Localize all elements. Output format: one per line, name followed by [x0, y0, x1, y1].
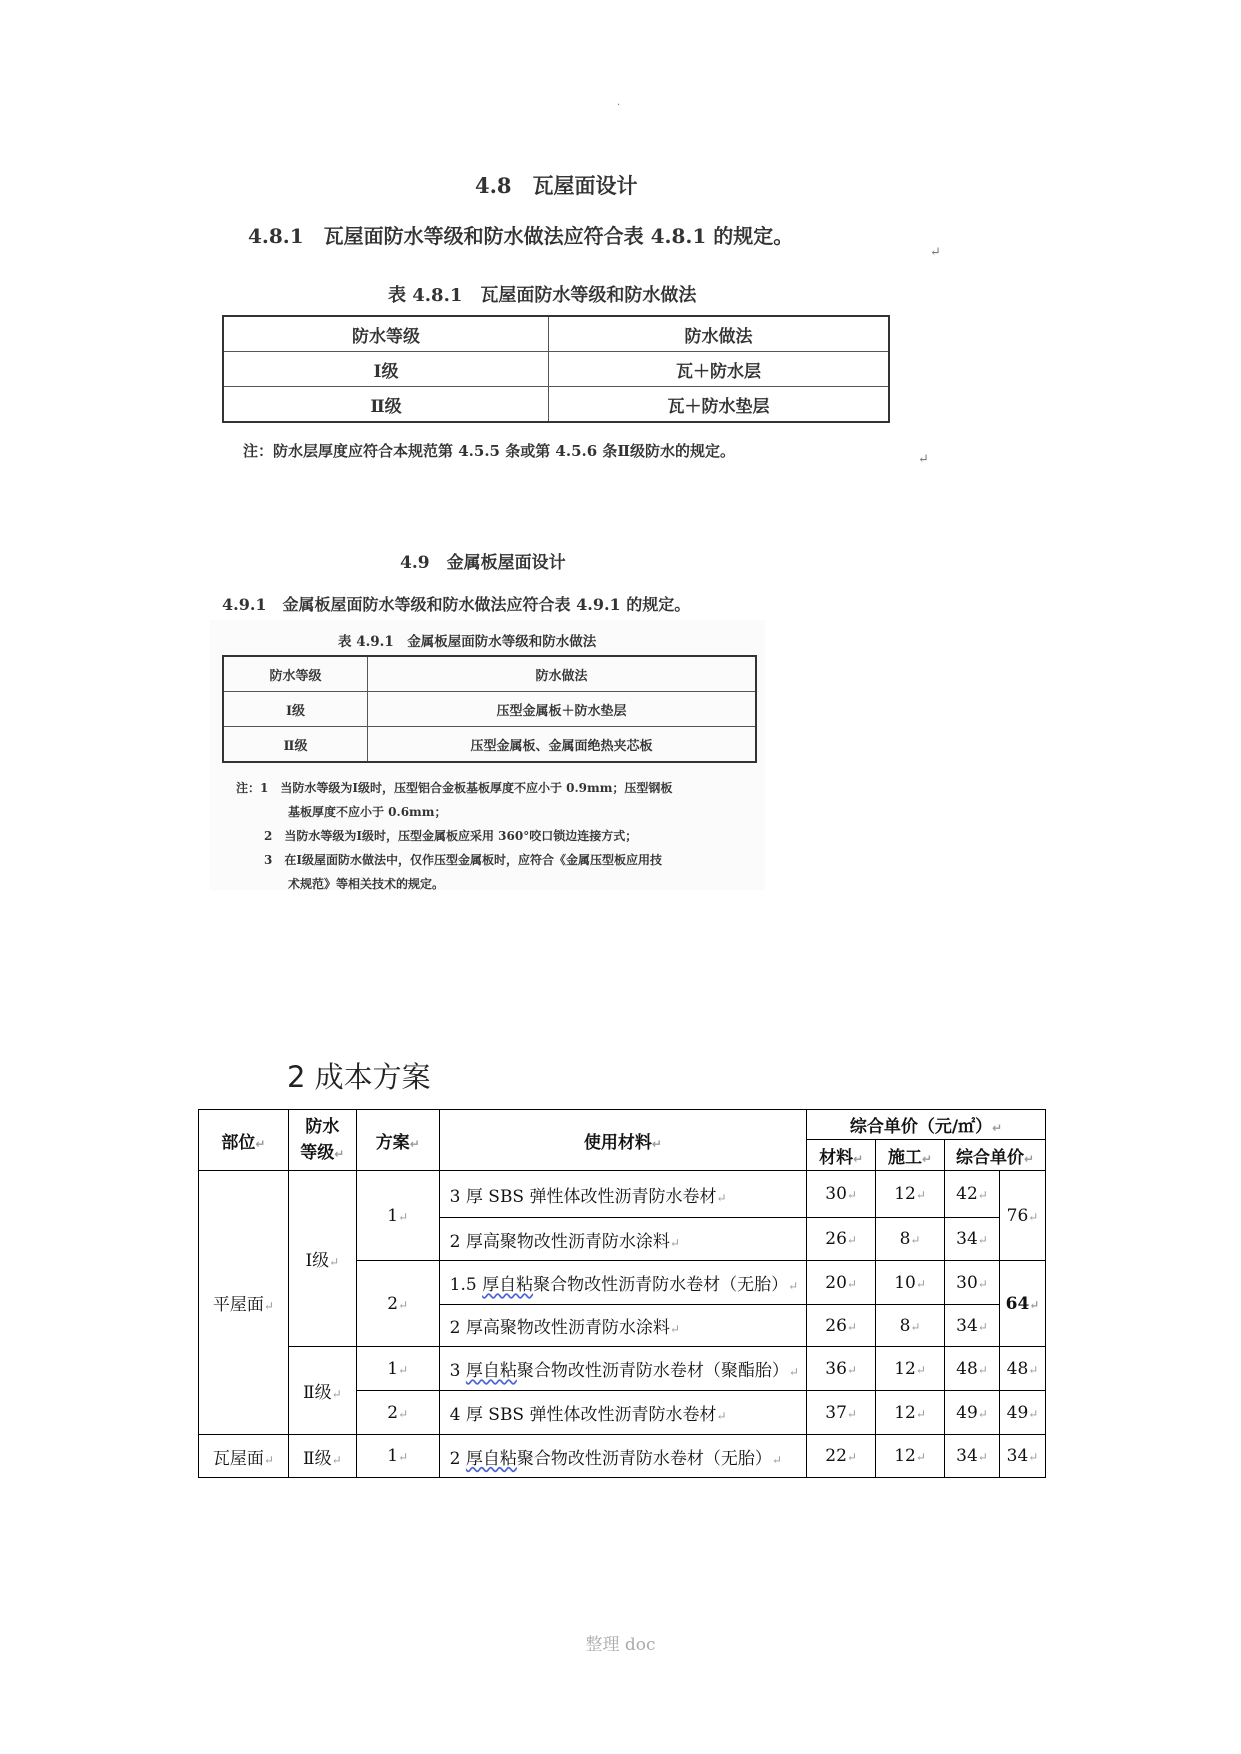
- material-cost-cell: 36↵: [807, 1347, 876, 1391]
- table-header-row: [223, 316, 889, 352]
- note-line: 术规范》等相关技术的规定。: [288, 877, 445, 891]
- grade-cell: Ⅱ级: [223, 727, 368, 763]
- construction-cell: 12↵: [876, 1347, 945, 1391]
- paragraph-mark: ↵: [918, 452, 929, 467]
- unit-price-cell: 48↵: [945, 1347, 1000, 1391]
- total-cell: 64↵: [999, 1261, 1045, 1347]
- material-cell: 2 厚高聚物改性沥青防水涂料↵: [439, 1218, 806, 1261]
- clause-4-8-1: 4.8.1 瓦屋面防水等级和防水做法应符合表 4.8.1 的规定。: [248, 224, 794, 248]
- material-cost-cell: 30↵: [807, 1171, 876, 1218]
- grade-cell: Ⅱ级↵: [288, 1347, 356, 1435]
- grade-cell: Ⅱ级: [223, 387, 549, 423]
- plan-cell: 2↵: [356, 1261, 439, 1347]
- part-cell: 平屋面↵: [199, 1171, 289, 1435]
- plan-cell: 1↵: [356, 1435, 439, 1478]
- construction-cell: 8↵: [876, 1305, 945, 1347]
- table-4-9-1-title: 表 4.9.1 金属板屋面防水等级和防水做法: [338, 634, 597, 650]
- construction-cell: 10↵: [876, 1261, 945, 1305]
- construction-cell: 12↵: [876, 1435, 945, 1478]
- grade-cell: Ⅰ级: [223, 692, 368, 727]
- table-row: [223, 387, 889, 423]
- material-cell: 1.5 厚自粘聚合物改性沥青防水卷材（无胎）↵: [439, 1261, 806, 1305]
- header-plan: 方案↵: [356, 1110, 439, 1171]
- material-cost-cell: 20↵: [807, 1261, 876, 1305]
- note-line: 2 当防水等级为Ⅰ级时，压型金属板应采用 360°咬口锁边连接方式；: [264, 829, 638, 843]
- material-cell: 2 厚高聚物改性沥青防水涂料↵: [439, 1305, 806, 1347]
- note-line: 基板厚度不应小于 0.6mm；: [288, 805, 447, 819]
- method-cell: 瓦＋防水垫层: [549, 387, 890, 423]
- header-unit-price-group: 综合单价（元/㎡）↵: [807, 1110, 1046, 1140]
- table-header-row: [199, 1110, 1046, 1140]
- material-cell: 4 厚 SBS 弹性体改性沥青防水卷材↵: [439, 1391, 806, 1435]
- method-cell: 压型金属板＋防水垫层: [368, 692, 757, 727]
- material-cell: 3 厚自粘聚合物改性沥青防水卷材（聚酯胎）↵: [439, 1347, 806, 1391]
- table-4-9-1-notes: [236, 776, 672, 896]
- section-4-9-heading: 4.9 金属板屋面设计: [400, 553, 566, 573]
- unit-price-cell: 34↵: [945, 1218, 1000, 1261]
- header-grade: 防水 等级↵: [288, 1110, 356, 1171]
- material-cost-cell: 26↵: [807, 1305, 876, 1347]
- header-material: 使用材料↵: [439, 1110, 806, 1171]
- header-construction: 施工↵: [876, 1140, 945, 1171]
- footer-text: 整理 doc: [585, 1635, 656, 1655]
- unit-price-cell: 30↵: [945, 1261, 1000, 1305]
- table-row: [223, 352, 889, 387]
- paragraph-mark: ↵: [930, 245, 941, 260]
- material-cost-cell: 26↵: [807, 1218, 876, 1261]
- grade-cell: Ⅰ级↵: [288, 1171, 356, 1347]
- table-4-8-1-note: 注：防水层厚度应符合本规范第 4.5.5 条或第 4.5.6 条Ⅱ级防水的规定。: [243, 442, 736, 460]
- plan-cell: 1↵: [356, 1347, 439, 1391]
- material-cost-cell: 37↵: [807, 1391, 876, 1435]
- table-row: [223, 692, 756, 727]
- plan-cell: 2↵: [356, 1391, 439, 1435]
- table-row: [199, 1171, 1046, 1218]
- header-grade: 防水等级: [223, 316, 549, 352]
- plan-cell: 1↵: [356, 1171, 439, 1261]
- unit-price-cell: 49↵: [945, 1391, 1000, 1435]
- grade-cell: Ⅰ级: [223, 352, 549, 387]
- table-row: [199, 1347, 1046, 1391]
- top-mark: ·: [617, 100, 621, 111]
- method-cell: 压型金属板、金属面绝热夹芯板: [368, 727, 757, 763]
- material-cell: 2 厚自粘聚合物改性沥青防水卷材（无胎）↵: [439, 1435, 806, 1478]
- total-cell: 76↵: [999, 1171, 1045, 1261]
- table-header-row: [223, 656, 756, 692]
- table-4-8-1-title: 表 4.8.1 瓦屋面防水等级和防水做法: [388, 285, 697, 306]
- table-4-9-1: [222, 655, 757, 763]
- table-row: [223, 727, 756, 763]
- table-4-8-1: [222, 315, 890, 423]
- cost-table: [198, 1109, 1046, 1478]
- unit-price-cell: 34↵: [945, 1435, 1000, 1478]
- total-cell: 34↵: [999, 1435, 1045, 1478]
- grade-cell: Ⅱ级↵: [288, 1435, 356, 1478]
- clause-4-9-1: 4.9.1 金属板屋面防水等级和防水做法应符合表 4.9.1 的规定。: [222, 595, 691, 614]
- header-method: 防水做法: [368, 656, 757, 692]
- header-unit-price: 综合单价↵: [945, 1140, 1046, 1171]
- note-line: 3 在Ⅰ级屋面防水做法中，仅作压型金属板时，应符合《金属压型板应用技: [264, 853, 662, 867]
- part-cell: 瓦屋面↵: [199, 1435, 289, 1478]
- total-cell: 49↵: [999, 1391, 1045, 1435]
- method-cell: 瓦＋防水层: [549, 352, 890, 387]
- header-method: 防水做法: [549, 316, 890, 352]
- material-cost-cell: 22↵: [807, 1435, 876, 1478]
- construction-cell: 12↵: [876, 1171, 945, 1218]
- material-cell: 3 厚 SBS 弹性体改性沥青防水卷材↵: [439, 1171, 806, 1218]
- unit-price-cell: 34↵: [945, 1305, 1000, 1347]
- unit-price-cell: 42↵: [945, 1171, 1000, 1218]
- construction-cell: 8↵: [876, 1218, 945, 1261]
- construction-cell: 12↵: [876, 1391, 945, 1435]
- header-grade: 防水等级: [223, 656, 368, 692]
- note-line: 注：1 当防水等级为Ⅰ级时，压型铝合金板基板厚度不应小于 0.9mm；压型钢板: [236, 781, 673, 795]
- section-4-8-heading: 4.8 瓦屋面设计: [475, 173, 638, 198]
- header-material-cost: 材料↵: [807, 1140, 876, 1171]
- total-cell: 48↵: [999, 1347, 1045, 1391]
- table-row: [199, 1435, 1046, 1478]
- cost-plan-heading: 2 成本方案: [287, 1060, 431, 1094]
- header-part: 部位↵: [199, 1110, 289, 1171]
